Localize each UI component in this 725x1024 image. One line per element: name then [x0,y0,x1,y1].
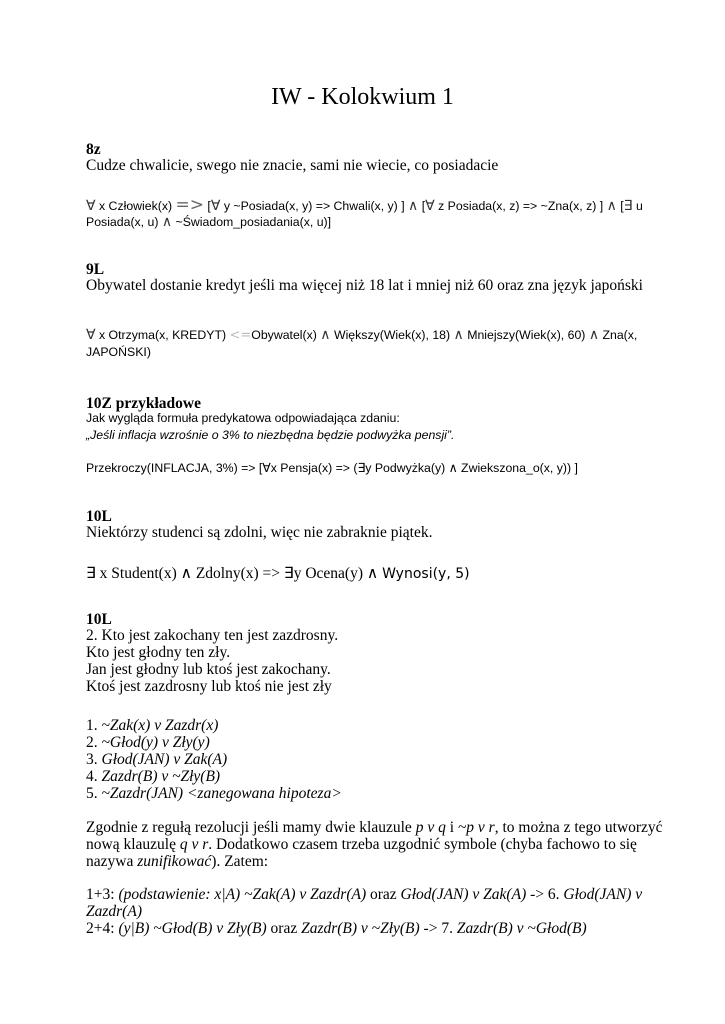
resolution-step-2 [86,920,587,937]
paragraph-text: Zgodnie z regułą rezolucji jeśli mamy dwie klauzule [86,819,416,836]
page-title: IW - Kolokwium 1 [271,84,454,110]
formula-text: z Posiada(x, z) => ~Zna(x, z) ] [434,199,607,213]
section-10z-quote: „Jeśli inflacja wzrośnie o 3% to niezbędna będzie podwyżka pensji”. [86,428,455,442]
paragraph-italic: q v r [179,836,209,853]
section-9l-formula-line1 [86,327,637,344]
step-italic: (podstawienie: x|A) ~Zak(A) v Zazdr(A) [118,886,367,903]
formula-text: Posiada(x, u) [86,215,162,229]
formula-text: Wynosi(y, 5) [382,566,470,582]
formula-text: ∃ x Student(x) ∧ Zdolny(x) => ∃y Ocena(y) ∧ [86,565,383,582]
clause-number: 5. [86,785,102,802]
clause-item [86,785,342,802]
premise-line: Ktoś jest zazdrosny lub ktoś nie jest zły [86,678,332,695]
paragraph-text: ). Zatem: [211,853,269,870]
paragraph-text: i [445,819,458,836]
step-text: -> 7. [419,920,457,937]
section-8z-sentence: Cudze chwalicie, swego nie znacie, sami nie wiecie, co posiadacie [86,157,499,174]
formula-text: [ [204,199,211,213]
and-symbol: ∧ [588,327,600,343]
resolution-paragraph-line1 [86,819,663,836]
clause-text: Głod(JAN) v Zak(A) [101,751,228,768]
formula-text: x Człowiek(x) [95,199,176,213]
section-10l-a-formula [86,565,470,583]
and-symbol: ∧ [320,327,331,343]
and-symbol: ∧ [453,327,464,343]
premise-line: Jan jest głodny lub ktoś jest zakochany. [86,661,331,678]
and-symbol: ∧ [408,198,419,214]
clause-text: ~Głod(y) v Zły(y) [101,734,210,751]
step-text: 1+3: [86,886,119,903]
section-9l-formula-line2: JAPOŃSKI) [86,345,151,359]
paragraph-text: nową klauzulę [86,836,180,853]
section-10l-a-heading: 10L [86,508,112,525]
section-10z-heading: 10Z przykładowe [86,395,201,412]
step-text: oraz [366,886,401,903]
clause-text: ~Zazdr(JAN) <zanegowana hipoteza> [101,785,342,802]
clause-item [86,734,210,751]
clause-text: Zazdr(B) v ~Zły(B) [101,768,221,785]
step-text: 2+4: [86,920,119,937]
paragraph-text: nazywa [86,853,138,870]
step-italic: Zazdr(B) v ~Głod(B) [456,920,587,937]
clause-item [86,768,220,785]
section-10l-a-sentence: Niektórzy studenci są zdolni, więc nie zabraknie piątek. [86,524,433,541]
clause-item [86,751,227,768]
forall-symbol: ∀ [210,198,221,214]
resolution-step-1-line2: Zazdr(A) [86,903,142,920]
premise-line: 2. Kto jest zakochany ten jest zazdrosny. [86,627,339,644]
formula-text: Większy(Wiek(x), 18) [330,328,454,342]
clause-number: 3. [86,751,102,768]
formula-text: [ [418,199,426,213]
formula-text: x Otrzyma(x, KREDYT) [95,328,230,342]
clause-item [86,717,218,734]
formula-text: Mniejszy(Wiek(x), 60) [463,328,589,342]
implied-by-symbol: <= [229,328,252,343]
section-9l-heading: 9L [86,261,105,278]
step-italic: Zazdr(B) v ~Zły(B) [301,920,420,937]
step-italic: (y|B) ~Głod(B) v Zły(B) [118,920,267,937]
forall-symbol: ∀ [86,327,96,343]
implies-symbol: => [175,195,205,215]
section-10z-formula: Przekroczy(INFLACJA, 3%) => [∀x Pensja(x) => (∃y Podwyżka(y) ∧ Zwiekszona_o(x, y)) ] [86,461,578,475]
paragraph-italic: p v q [415,819,446,836]
formula-text: [ [616,199,624,213]
step-text: oraz [266,920,302,937]
step-italic: Głod(JAN) v Zak(A) [400,886,527,903]
paragraph-text: . Dodatkowo czasem trzeba uzgodnić symbole (chyba fachowo to się [208,836,637,853]
forall-symbol: ∀ [86,198,96,214]
resolution-paragraph-line3 [86,853,268,870]
paragraph-italic: ~p v r [457,819,495,836]
formula-text: u [632,199,643,213]
resolution-step-1-line1 [86,886,642,903]
forall-symbol: ∀ [425,198,435,214]
step-italic: Głod(JAN) v [563,886,643,903]
clause-text: ~Zak(x) v Zazdr(x) [101,717,219,734]
section-8z-formula-line2 [86,214,331,231]
formula-text: Zna(x, [599,328,638,342]
formula-text: ~Świadom_posiadania(x, u)] [172,215,332,229]
clause-number: 4. [86,768,102,785]
paragraph-italic: zunifikować [137,853,212,870]
section-9l-sentence: Obywatel dostanie kredyt jeśli ma więcej niż 18 lat i mniej niż 60 oraz zna język japoński [86,277,643,294]
clause-number: 2. [86,734,102,751]
section-8z-formula-line1 [86,197,643,215]
step-text: -> 6. [526,886,564,903]
formula-text: y ~Posiada(x, y) => Chwali(x, y) ] [220,199,409,213]
resolution-paragraph-line2 [86,836,637,853]
section-10l-b-heading: 10L [86,611,112,628]
premise-line: Kto jest głodny ten zły. [86,644,231,661]
section-8z-heading: 8z [86,141,101,158]
and-symbol: ∧ [606,198,617,214]
section-10z-question: Jak wygląda formuła predykatowa odpowiadająca zdaniu: [86,411,400,425]
and-symbol: ∧ [161,214,173,230]
paragraph-text: , to można z tego utworzyć [494,819,663,836]
clause-number: 1. [86,717,102,734]
formula-text: Obywatel(x) [251,328,321,342]
exists-symbol: ∃ [623,198,633,214]
